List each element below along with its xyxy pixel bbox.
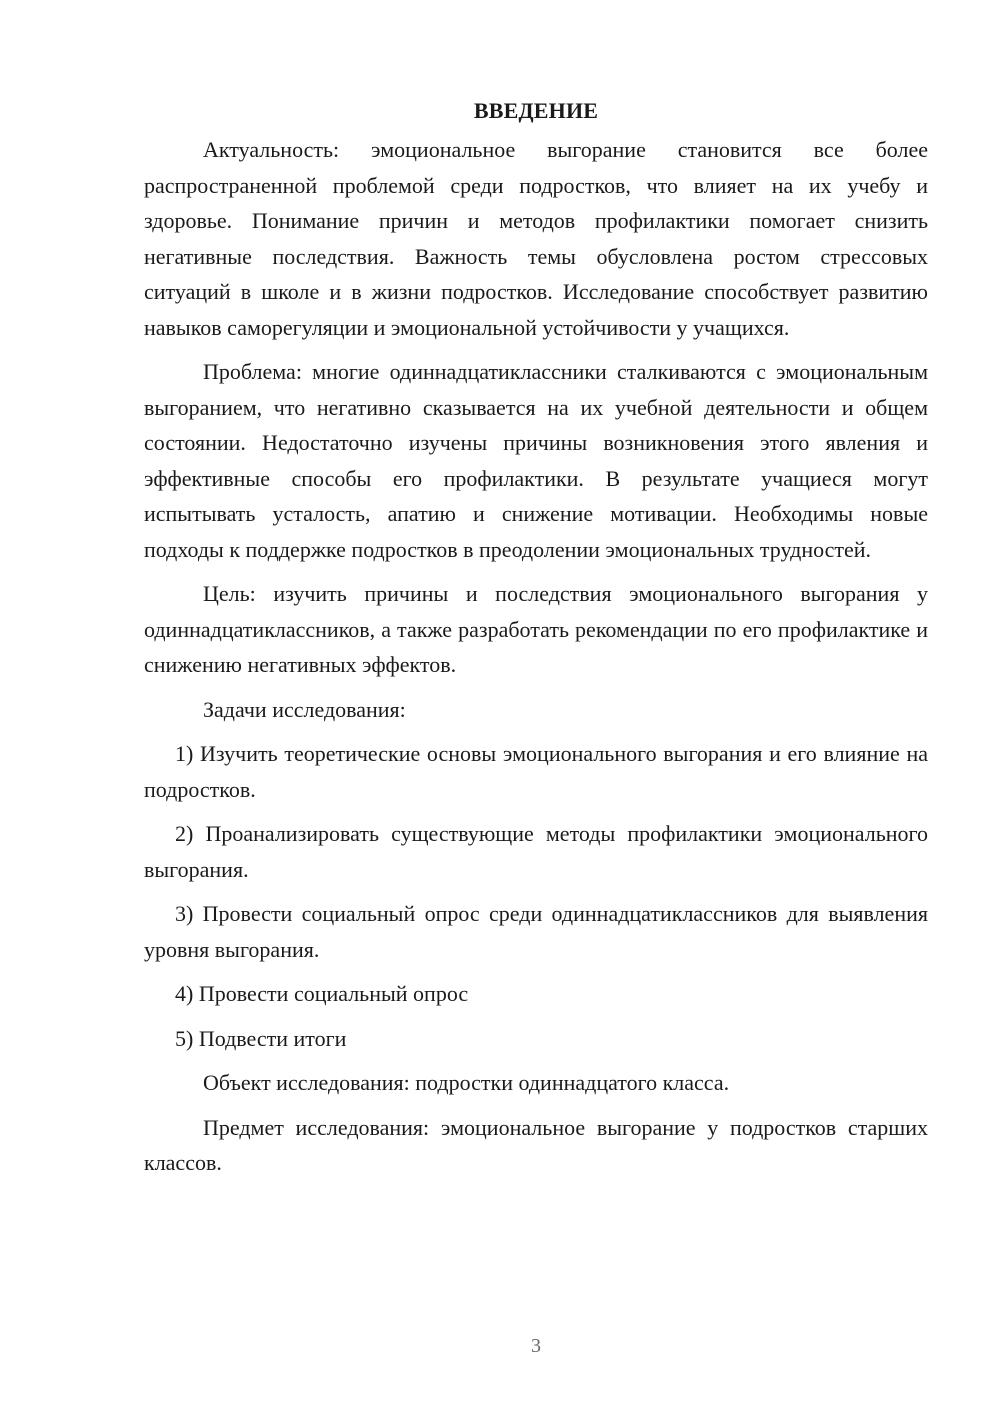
tasks-heading: Задачи исследования: [203,696,406,722]
list-item: 5) Подвести итоги [175,1025,347,1051]
relevance-paragraph: Актуальность: эмоциональное выгорание становится все более распространенной проблемой среди подростков, что влияет на их учебу и здоровье. Понимание причин и методов профилактики помогает снизить негативные последствия. Важность темы обусловлена ростом стрессовых ситуаций в школе и в жизни подростков. Исследование способствует развитию навыков саморегуляции и эмоциональной устойчивости у учащихся. [144,137,928,340]
object-paragraph: Объект исследования: подростки одиннадцатого класса. [203,1070,730,1095]
list-item: 3) Провести социальный опрос среди одиннадцатиклассников для выявления уровня выгорания. [144,901,928,962]
page-body [144,96,928,1190]
tasks-list [144,736,928,1056]
subject-paragraph: Предмет исследования: эмоциональное выгорание у подростков старших классов. [144,1114,928,1175]
problem-paragraph: Проблема: многие одиннадцатиклассники сталкиваются с эмоциональным выгоранием, что негативно сказывается на их учебной деятельности и общем состоянии. Недостаточно изучены причины возникновения этого явления и эффективные способы его профилактики. В результате учащиеся могут испытывать усталость, апатию и снижение мотивации. Необходимы новые подходы к поддержке подростков в преодолении эмоциональных трудностей. [144,359,928,562]
page-number: 3 [531,1335,541,1357]
list-item: 4) Провести социальный опрос [175,981,469,1006]
list-item: 2) Проанализировать существующие методы профилактики эмоционального выгорания. [144,821,928,882]
section-title: ВВЕДЕНИЕ [473,98,599,123]
goal-paragraph: Цель: изучить причины и последствия эмоционального выгорания у одиннадцатиклассников, а также разработать рекомендации по его профилактике и снижению негативных эффектов. [144,581,928,677]
list-item: 1) Изучить теоретические основы эмоционального выгорания и его влияние на подростков. [144,741,928,802]
